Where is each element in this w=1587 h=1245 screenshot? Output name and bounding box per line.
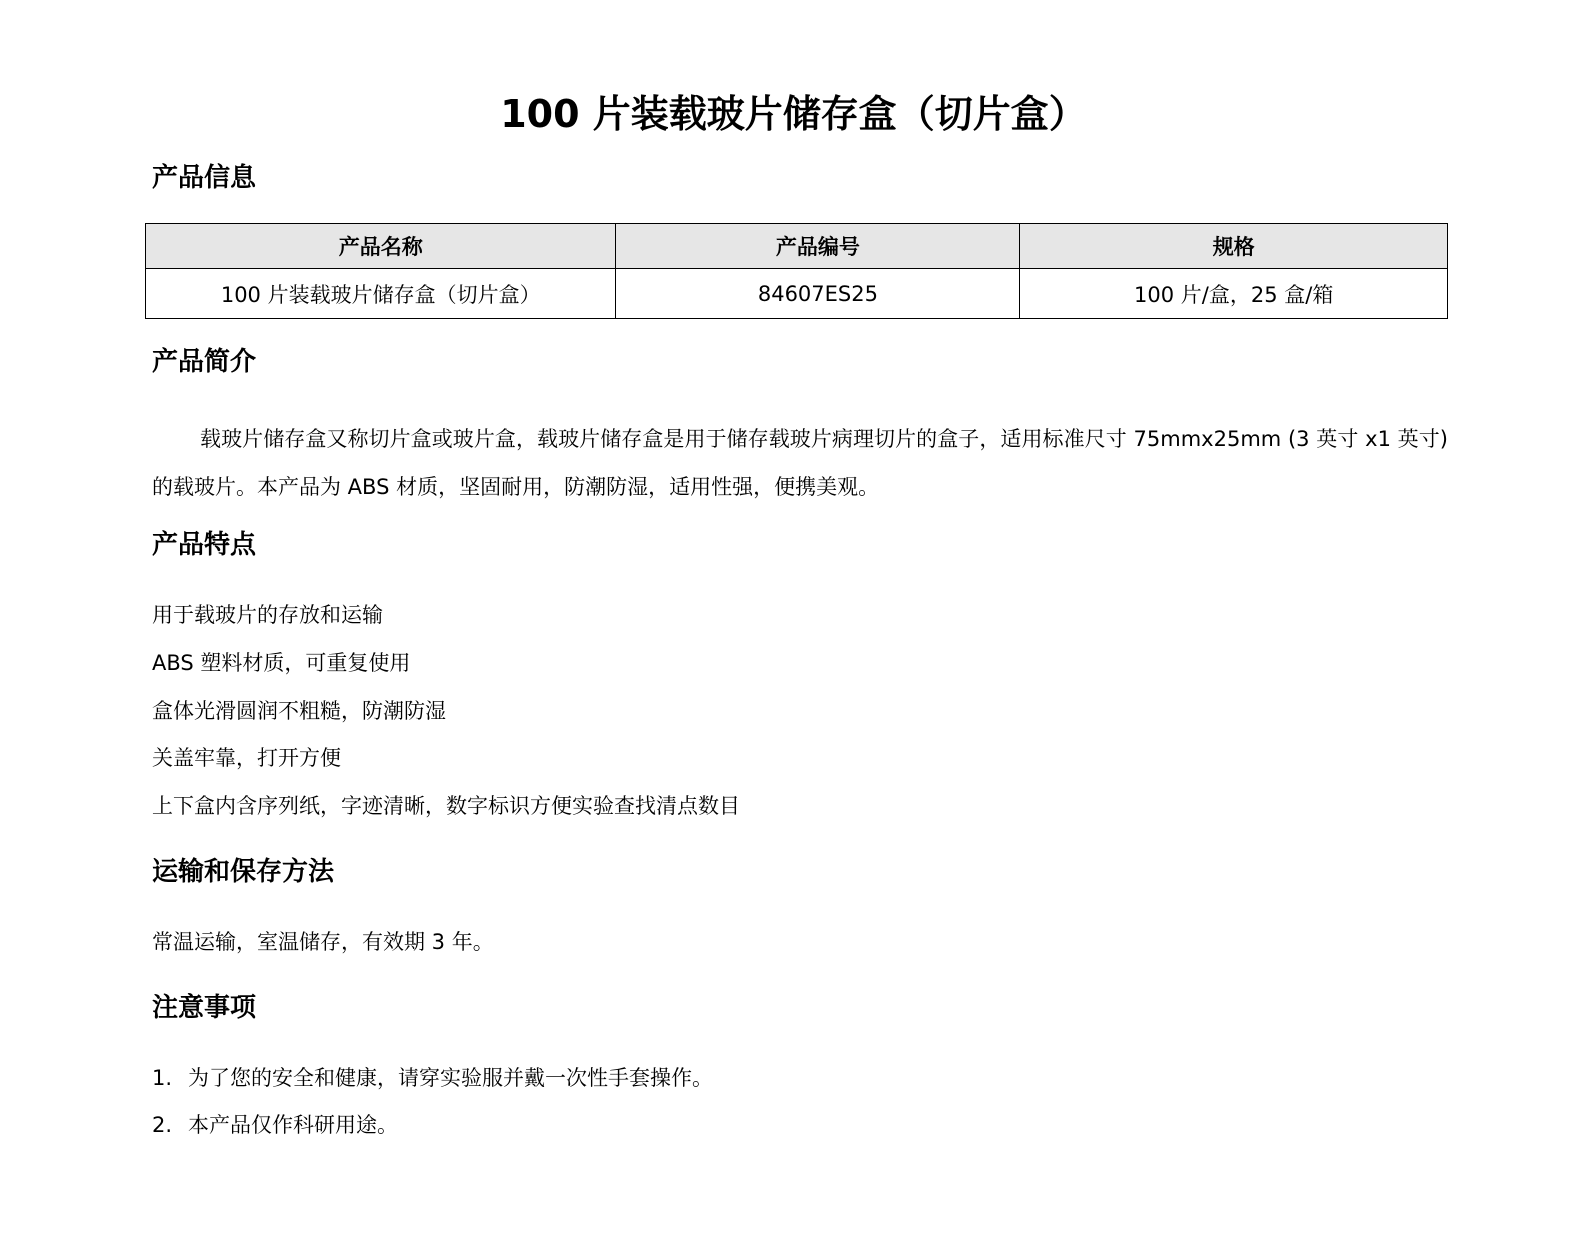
- section-heading-storage: 运输和保存方法: [152, 857, 335, 887]
- note-item: [152, 1063, 713, 1093]
- feature-item: 用于载玻片的存放和运输: [152, 603, 383, 627]
- document-title: 100 片装载玻片储存盒（切片盒）: [500, 92, 1087, 136]
- note-number: 2.: [152, 1113, 173, 1137]
- section-heading-intro: 产品简介: [152, 347, 257, 377]
- table-cell-product-code: 84607ES25: [616, 269, 1020, 319]
- note-item: [152, 1110, 398, 1140]
- table-row: [146, 269, 1448, 319]
- note-text: 为了您的安全和健康，请穿实验服并戴一次性手套操作。: [188, 1066, 713, 1090]
- table-header-cell: 产品名称: [146, 224, 616, 269]
- feature-item: 上下盒内含序列纸，字迹清晰，数字标识方便实验查找清点数目: [152, 794, 740, 818]
- section-heading-notes: 注意事项: [152, 993, 257, 1023]
- product-info-table: [145, 223, 1448, 319]
- feature-item: 盒体光滑圆润不粗糙，防潮防湿: [152, 699, 446, 723]
- storage-text: 常温运输，室温储存，有效期 3 年。: [152, 930, 494, 954]
- feature-item: 关盖牢靠，打开方便: [152, 746, 341, 770]
- note-number: 1.: [152, 1066, 173, 1090]
- table-header-cell: 规格: [1020, 224, 1448, 269]
- section-heading-product-info: 产品信息: [152, 163, 257, 193]
- table-cell-product-name: 100 片装载玻片储存盒（切片盒）: [146, 269, 616, 319]
- note-text: 本产品仅作科研用途。: [188, 1113, 398, 1137]
- table-header-cell: 产品编号: [616, 224, 1020, 269]
- table-header-row: [146, 224, 1448, 269]
- feature-item: ABS 塑料材质，可重复使用: [152, 651, 411, 675]
- section-heading-features: 产品特点: [152, 530, 257, 560]
- table-cell-spec: 100 片/盒，25 盒/箱: [1020, 269, 1448, 319]
- intro-paragraph: 载玻片储存盒又称切片盒或玻片盒，载玻片储存盒是用于储存载玻片病理切片的盒子，适用标准尺寸 75mmx25mm (3 英寸 x1 英寸)的载玻片。本产品为 ABS 材质，坚固耐用，防潮防湿，适用性强，便携美观。: [152, 427, 1448, 499]
